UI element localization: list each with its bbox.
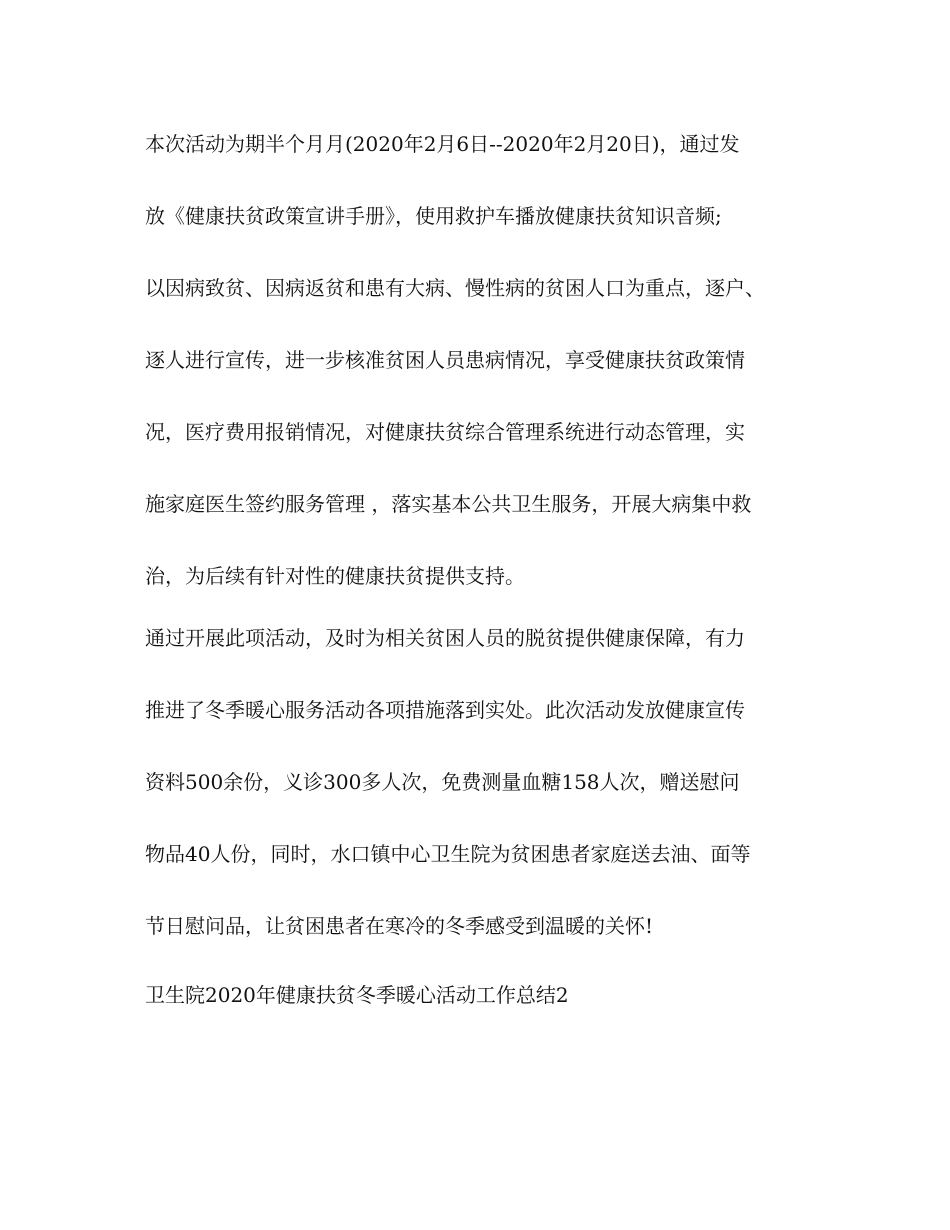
paragraph-line: 本次活动为期半个月月(2020年2月6日--2020年2月20日)，通过发 — [145, 132, 740, 156]
paragraph-line: 推进了冬季暖心服务活动各项措施落到实处。此次活动发放健康宣传 — [145, 698, 745, 722]
paragraph-line: 物品40人份，同时，水口镇中心卫生院为贫困患者家庭送去油、面等 — [145, 842, 751, 866]
paragraph-line: 通过开展此项活动，及时为相关贫困人员的脱贫提供健康保障，有力 — [145, 626, 745, 650]
paragraph-line: 节日慰问品，让贫困患者在寒冷的冬季感受到温暖的关怀! — [145, 914, 654, 938]
paragraph-line: 以因病致贫、因病返贫和患有大病、慢性病的贫困人口为重点，逐户、 — [145, 276, 765, 300]
paragraph-activity-description — [145, 134, 815, 638]
paragraph-line: 治，为后续有针对性的健康扶贫提供支持。 — [145, 564, 525, 588]
section-heading — [145, 985, 815, 1005]
paragraph-line: 逐人进行宣传，进一步核准贫困人员患病情况，享受健康扶贫政策情 — [145, 348, 745, 372]
heading-text: 卫生院2020年健康扶贫冬季暖心活动工作总结2 — [145, 983, 569, 1007]
paragraph-line: 施家庭医生签约服务管理 ，落实基本公共卫生服务，开展大病集中救 — [145, 492, 752, 516]
paragraph-line: 资料500余份，义诊300多人次，免费测量血糖158人次，赠送慰问 — [145, 770, 740, 794]
paragraph-line: 况，医疗费用报销情况，对健康扶贫综合管理系统进行动态管理，实 — [145, 420, 745, 444]
paragraph-activity-results — [145, 628, 815, 988]
paragraph-line: 放《健康扶贫政策宣讲手册》，使用救护车播放健康扶贫知识音频; — [145, 204, 722, 228]
